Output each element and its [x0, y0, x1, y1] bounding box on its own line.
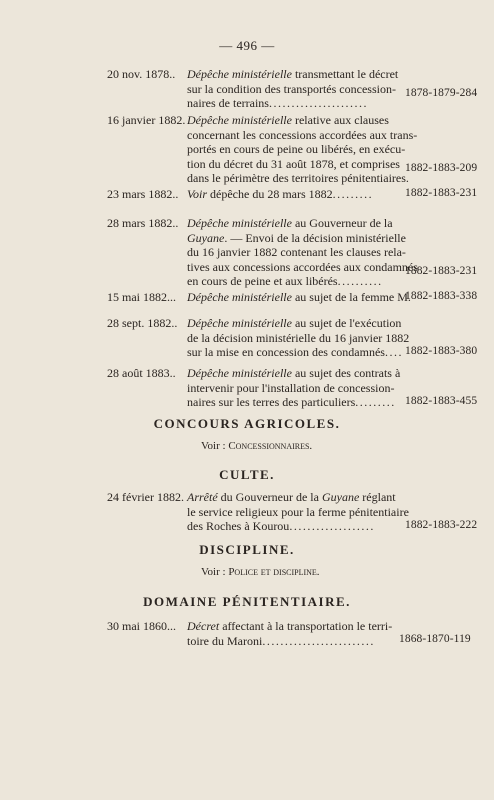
- section-heading: DISCIPLINE.: [199, 542, 295, 557]
- entry-date: 15 mai 1882...: [107, 290, 176, 304]
- text-line: Décret affectant à la transportation le terri-: [187, 619, 393, 633]
- entry-reference: 1868-1870-119: [399, 633, 471, 645]
- entry-date: 28 août 1883..: [107, 366, 176, 380]
- entry-text: [187, 290, 417, 305]
- text-line: tion du décret du 31 août 1878, et comprises: [187, 156, 400, 171]
- entry-text: [187, 216, 418, 289]
- entry-reference: 1882-1883-231: [405, 265, 478, 277]
- entry-reference: 1878-1879-284: [405, 87, 478, 99]
- entry-reference: 1882-1883-455: [405, 395, 478, 407]
- entry-text: [187, 619, 407, 648]
- voir-target: Police et discipline.: [228, 566, 320, 578]
- cross-reference: [201, 566, 320, 578]
- text-line: naires de terrains......................: [187, 96, 368, 110]
- entry-text: [187, 316, 410, 360]
- entry-text: [187, 113, 418, 186]
- text-line: sur la condition des transportés concession-: [187, 81, 396, 96]
- text-line: concernant les concessions accordées aux trans-: [187, 127, 418, 142]
- text-line: du 16 janvier 1882 contenant les clauses rela-: [187, 245, 406, 259]
- text-line: portés en cours de peine ou libérés, en exécu-: [187, 142, 406, 156]
- cross-reference: [201, 440, 312, 452]
- text-line: Dépêche ministérielle au sujet de l'exécution: [187, 316, 402, 330]
- text-line: Voir dépêche du 28 mars 1882.........: [187, 187, 374, 201]
- text-line: Guyane. — Envoi de la décision ministérielle: [187, 230, 406, 245]
- entry-reference: 1882-1883-209: [405, 162, 478, 174]
- entry-reference: 1882-1883-338: [405, 290, 478, 302]
- entry-reference: 1882-1883-231: [405, 187, 478, 199]
- text-line: Arrêté du Gouverneur de la Guyane réglant: [187, 490, 396, 504]
- entry-date: 28 sept. 1882..: [107, 316, 178, 330]
- text-line: Dépêche ministérielle relative aux clauses: [187, 113, 389, 127]
- section-heading: CULTE.: [219, 467, 275, 482]
- text-line: de la décision ministérielle du 16 janvier 1882: [187, 330, 410, 345]
- text-line: Dépêche ministérielle transmettant le décret: [187, 67, 399, 81]
- text-line: naires sur les terres des particuliers.........: [187, 395, 396, 409]
- voir-label: Voir :: [201, 440, 226, 452]
- text-line: des Roches à Kourou...................: [187, 519, 375, 533]
- entry-text: [187, 366, 407, 410]
- section-heading: DOMAINE PÉNITENTIAIRE.: [143, 594, 351, 609]
- voir-label: Voir :: [201, 566, 226, 578]
- text-line: Dépêche ministérielle au sujet de la femme M.: [187, 290, 411, 304]
- text-line: toire du Maroni.........................: [187, 633, 375, 648]
- entry-date: 30 mai 1860...: [107, 619, 176, 633]
- entry-date: 23 mars 1882..: [107, 187, 179, 201]
- entry-text: [187, 67, 407, 111]
- text-line: intervenir pour l'installation de concession-: [187, 380, 395, 395]
- text-line: le service religieux pour la ferme pénitentiaire: [187, 504, 409, 519]
- section-heading: CONCOURS AGRICOLES.: [153, 416, 341, 431]
- entry-date: 24 février 1882.: [107, 490, 184, 504]
- entry-reference: 1882-1883-380: [405, 345, 478, 357]
- voir-target: Concessionnaires.: [228, 440, 313, 452]
- text-line: tives aux concessions accordées aux condamnés: [187, 259, 418, 274]
- page-number: — 496 —: [219, 38, 275, 53]
- text-line: en cours de peine et aux libérés..........: [187, 274, 383, 288]
- entry-date: 16 janvier 1882.: [107, 113, 186, 127]
- text-line: sur la mise en concession des condamnés....: [187, 345, 403, 359]
- text-line: Dépêche ministérielle au Gouverneur de la: [187, 216, 393, 230]
- text-line: Dépêche ministérielle au sujet des contrats à: [187, 366, 401, 380]
- entry-date: 20 nov. 1878..: [107, 67, 176, 81]
- entry-text: [187, 187, 407, 202]
- entry-reference: 1882-1883-222: [405, 519, 478, 531]
- text-line: dans le périmètre des territoires pénitentiaires.: [187, 171, 409, 185]
- entry-date: 28 mars 1882..: [107, 216, 179, 230]
- entry-text: [187, 490, 407, 534]
